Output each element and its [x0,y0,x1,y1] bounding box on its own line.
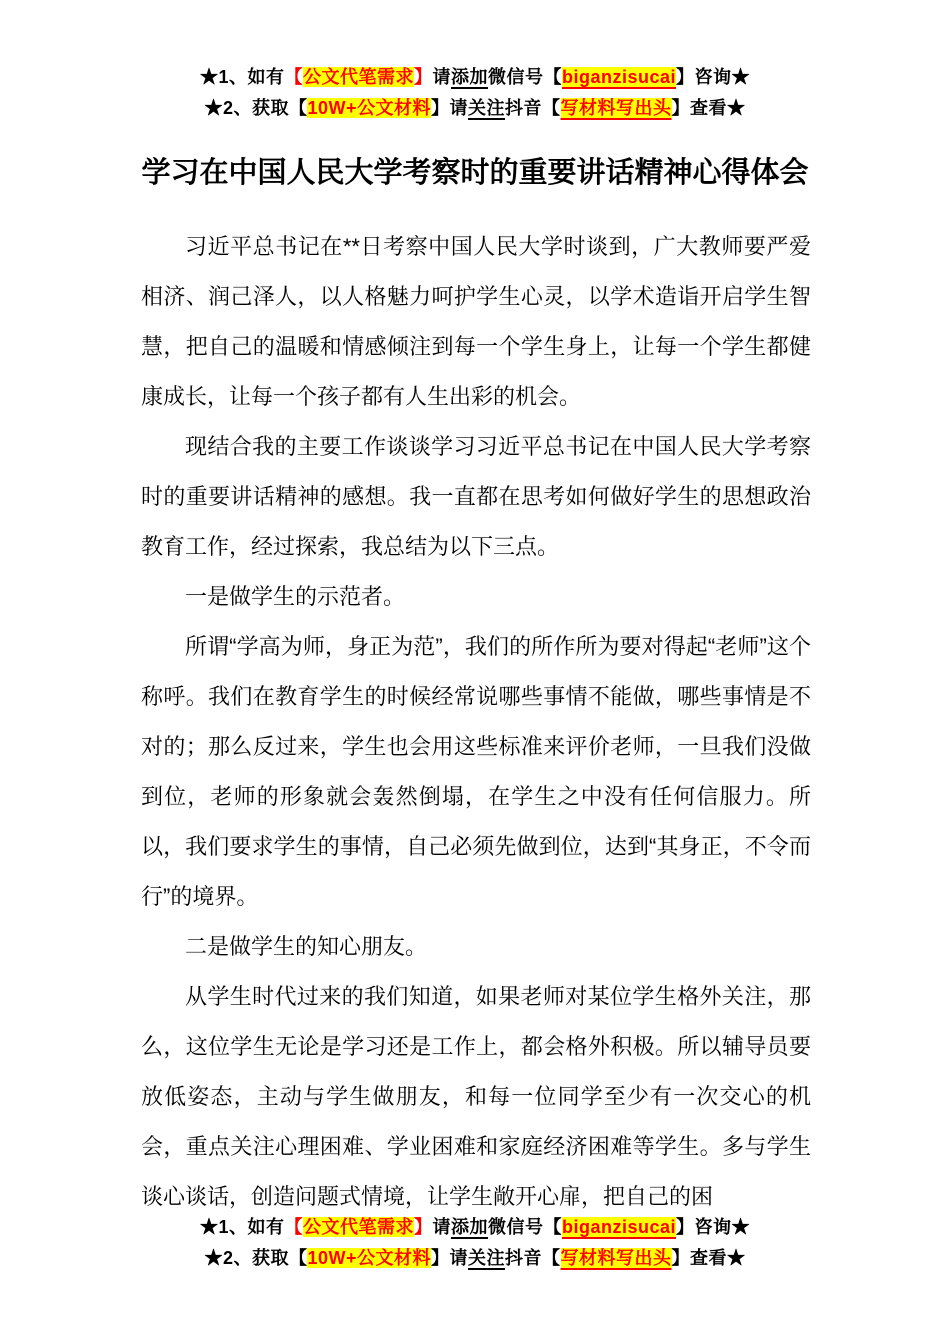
banner-text-segment: 添加 [450,1217,488,1237]
banner-text-segment: 】 [413,1217,433,1237]
document-body [141,222,811,1222]
banner-text-segment: 10W+公文材料 [307,98,432,118]
banner-text-segment: 】请 [431,98,469,118]
banner-text-segment: 【 [284,1217,303,1237]
banner-text-segment: 请 [432,67,451,87]
banner-text-segment: 关注 [468,98,506,118]
banner-text-segment: 微信号【 [487,1217,562,1237]
paragraph: 现结合我的主要工作谈谈学习习近平总书记在中国人民大学考察时的重要讲话精神的感想。我一直都在思考如何做好学生的思想政治教育工作，经过探索，我总结为以下三点。 [141,434,811,559]
banner-text-segment: 抖音【 [505,98,561,118]
banner-text-segment: ★1、如有 [199,67,285,87]
banner-text-segment: 10W+公文材料 [307,1248,432,1268]
banner-text-segment: 】 [413,67,433,87]
paragraph: 习近平总书记在**日考察中国人民大学时谈到，广大教师要严爱相济、润己泽人，以人格魅力呵护学生心灵，以学术造诣开启学生智慧，把自己的温暖和情感倾注到每一个学生身上，让每一个学生都健康成长，让每一个孩子都有人生出彩的机会。 [141,234,811,409]
banner-text-segment: 写材料写出头 [560,98,672,118]
banner-text-segment: 】咨询★ [676,67,751,87]
banner-text-segment: 【 [284,67,303,87]
paragraph: 一是做学生的示范者。 [185,584,406,609]
paragraph: 从学生时代过来的我们知道，如果老师对某位学生格外关注，那么，这位学生无论是学习还是工作上，都会格外积极。所以辅导员要放低姿态，主动与学生做朋友，和每一位同学至少有一次交心的机会，重点关注心理困难、学业困难和家庭经济困难等学生。多与学生谈心谈话，创造问题式情境，让学生敞开心扉，把自己的困 [141,984,811,1209]
banner-text-segment: biganzisucai [561,67,677,87]
banner-text-segment: 关注 [468,1248,506,1268]
banner-text-segment: ★1、如有 [199,1217,285,1237]
header-promo-line-1 [0,62,950,93]
document-title: 学习在中国人民大学考察时的重要讲话精神心得体会 [141,157,809,189]
banner-text-segment: 微信号【 [487,67,562,87]
header-promo-line-2 [0,93,950,124]
banner-text-segment: 抖音【 [505,1248,561,1268]
footer-promo-line-1 [0,1212,950,1243]
header-promo-banner [0,62,950,124]
banner-text-segment: 公文代笔需求 [302,1217,414,1237]
banner-text-segment: 】请 [431,1248,469,1268]
banner-text-segment: 】查看★ [671,1248,746,1268]
paragraph: 所谓“学高为师，身正为范”，我们的所作所为要对得起“老师”这个称呼。我们在教育学生的时候经常说哪些事情不能做，哪些事情是不对的；那么反过来，学生也会用这些标准来评价老师，一旦我们没做到位，老师的形象就会轰然倒塌，在学生之中没有任何信服力。所以，我们要求学生的事情，自己必须先做到位，达到“其身正，不令而行”的境界。 [141,634,811,909]
banner-text-segment: 请 [432,1217,451,1237]
footer-promo-line-2 [0,1243,950,1274]
footer-promo-banner [0,1212,950,1274]
paragraph: 二是做学生的知心朋友。 [185,934,428,959]
banner-text-segment: 】咨询★ [676,1217,751,1237]
banner-text-segment: 写材料写出头 [560,1248,672,1268]
banner-text-segment: 】查看★ [671,98,746,118]
banner-text-segment: ★2、获取【 [204,1248,308,1268]
banner-text-segment: 添加 [450,67,488,87]
banner-text-segment: 公文代笔需求 [302,67,414,87]
banner-text-segment: ★2、获取【 [204,98,308,118]
banner-text-segment: biganzisucai [561,1217,677,1237]
